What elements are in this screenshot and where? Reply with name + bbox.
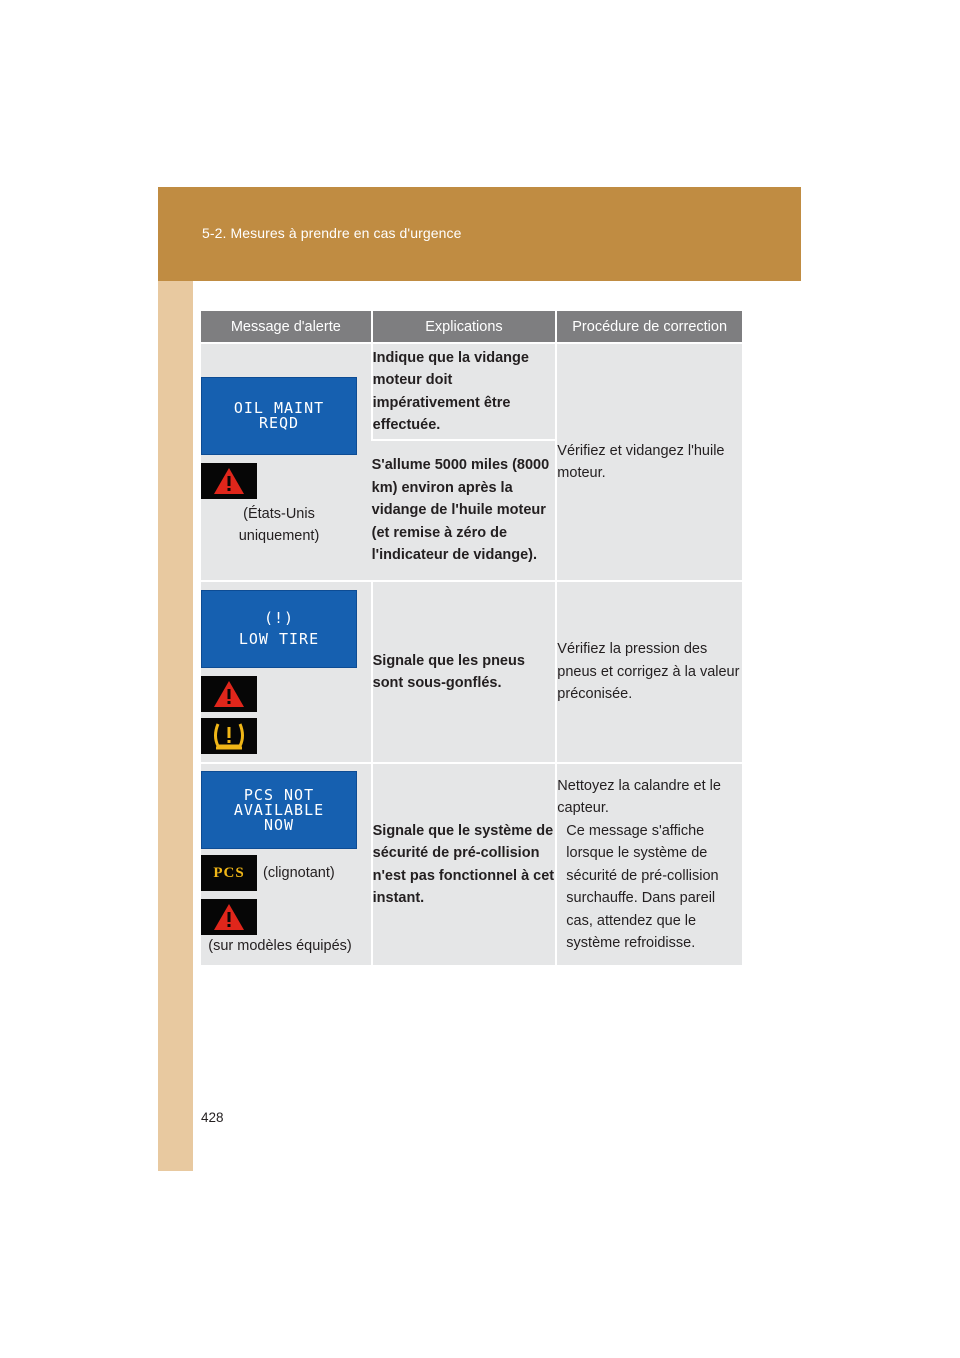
tire-correction [556,581,742,763]
pcs-explanation [372,763,557,965]
oil-maint-display [201,377,357,455]
pcs-message-cell [201,763,372,965]
chapter-header [158,187,801,281]
tire-lcd-symbol: (!) [263,609,295,627]
pcs-flashing-label: (clignotant) [263,865,335,881]
pcs-equipped-note: (sur modèles équipés) [208,938,352,955]
pcs-correction-note: Ce message s'affiche lorsque le système de sécurité de pré-collision surchauffe. Dans pareil cas, attendez que le système refroidisse. [566,822,719,951]
oil-correction-text: Vérifiez et vidangez l'huile moteur. [557,442,725,481]
column-header-message: Message d'alerte [201,311,372,343]
master-warning-icon [201,676,257,712]
section-title: 5-2. Mesures à prendre en cas d'urgence [202,225,462,241]
oil-lcd-line1: OIL MAINT [233,398,325,417]
tire-explanation-text: Signale que les pneus sont sous-gonflés. [372,652,525,691]
pcs-not-available-display [201,771,357,849]
page-sidebar [158,281,193,1171]
pcs-warning-icon [201,855,257,891]
pcs-lamp-text: PCS [213,865,245,881]
warning-message-table [201,311,742,965]
pcs-lcd-line1: PCS NOT [243,785,315,804]
column-header-correction: Procédure de correction [556,311,742,343]
column-header-explanations: Explications [372,311,557,343]
oil-explanation-b [372,440,557,581]
table-row-oil-maint [201,343,742,440]
table-row-pcs [201,763,742,965]
oil-explanation-b-text: S'allume 5000 miles (8000 km) environ après la vidange de l'huile moteur (et remise à zéro de l'indicateur de vidange). [371,457,550,564]
pcs-lcd-line3: NOW [263,815,295,834]
page-number: 428 [201,1110,224,1125]
master-warning-icon [201,463,257,499]
pcs-correction-text: Nettoyez la calandre et le capteur. [557,777,721,816]
table-row-low-tire [201,581,742,763]
tire-correction-text: Vérifiez la pression des pneus et corrigez à la valeur préconisée. [557,641,740,703]
tire-explanation [372,581,557,763]
pcs-explanation-text: Signale que le système de sécurité de pré-collision n'est pas fonctionnel à cet instant. [372,822,555,906]
oil-region-note: (États-Unis uniquement) [238,505,320,544]
low-tire-display [201,590,357,668]
pcs-correction [556,763,742,965]
oil-explanation-a-text: Indique que la vidange moteur doit impérativement être effectuée. [372,349,529,433]
oil-message-cell [201,343,372,581]
tire-lcd-line: LOW TIRE [238,630,320,648]
tire-message-cell [201,581,372,763]
oil-correction [556,343,742,581]
pcs-lcd-line2: AVAILABLE [233,800,325,819]
table-header-row [201,311,742,343]
oil-explanation-a [372,343,557,440]
master-warning-icon [201,899,257,935]
tire-pressure-warning-icon [201,718,257,754]
oil-lcd-line2: REQD [258,413,300,432]
